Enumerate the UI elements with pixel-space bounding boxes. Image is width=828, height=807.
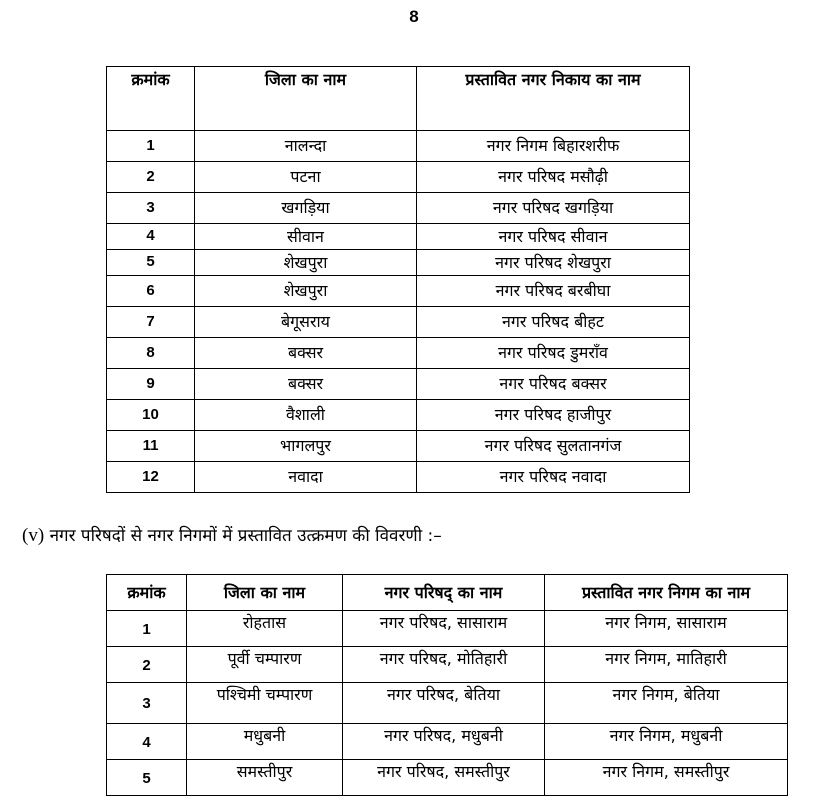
cell-serial: 1 bbox=[107, 611, 187, 647]
header-serial: क्रमांक bbox=[107, 67, 195, 131]
cell-proposed-body: नगर परिषद हाजीपुर bbox=[417, 400, 690, 431]
cell-serial: 2 bbox=[107, 162, 195, 193]
cell-proposed-body: नगर परिषद खगड़िया bbox=[417, 193, 690, 224]
table-row bbox=[107, 683, 788, 724]
cell-proposed-body: नगर परिषद शेखपुरा bbox=[417, 250, 690, 276]
cell-serial: 2 bbox=[107, 647, 187, 683]
cell-district: वैशाली bbox=[195, 400, 417, 431]
cell-district: शेखपुरा bbox=[195, 250, 417, 276]
cell-district: पटना bbox=[195, 162, 417, 193]
cell-district: मधुबनी bbox=[187, 724, 343, 760]
table-row bbox=[107, 224, 690, 250]
corporation-upgrade-table bbox=[106, 574, 788, 796]
cell-district: खगड़िया bbox=[195, 193, 417, 224]
cell-district: भागलपुर bbox=[195, 431, 417, 462]
cell-proposed-body: नगर परिषद डुमराँव bbox=[417, 338, 690, 369]
cell-council-name: नगर परिषद, समस्तीपुर bbox=[343, 760, 545, 796]
cell-serial: 1 bbox=[107, 131, 195, 162]
cell-proposed-body: नगर परिषद मसौढ़ी bbox=[417, 162, 690, 193]
table-row bbox=[107, 131, 690, 162]
header-district: जिला का नाम bbox=[187, 575, 343, 611]
cell-district: पूर्वी चम्पारण bbox=[187, 647, 343, 683]
cell-serial: 3 bbox=[107, 683, 187, 724]
cell-proposed-body: नगर निगम बिहारशरीफ bbox=[417, 131, 690, 162]
table-row bbox=[107, 400, 690, 431]
table-row bbox=[107, 369, 690, 400]
cell-proposed-corporation: नगर निगम, मधुबनी bbox=[545, 724, 788, 760]
cell-serial: 10 bbox=[107, 400, 195, 431]
table-row bbox=[107, 338, 690, 369]
header-proposed-body: प्रस्तावित नगर निकाय का नाम bbox=[417, 67, 690, 131]
table-row bbox=[107, 307, 690, 338]
cell-serial: 6 bbox=[107, 276, 195, 307]
header-district: जिला का नाम bbox=[195, 67, 417, 131]
cell-proposed-body: नगर परिषद सीवान bbox=[417, 224, 690, 250]
table-row bbox=[107, 462, 690, 493]
cell-district: सीवान bbox=[195, 224, 417, 250]
cell-district: शेखपुरा bbox=[195, 276, 417, 307]
cell-serial: 7 bbox=[107, 307, 195, 338]
header-council-name: नगर परिषद् का नाम bbox=[343, 575, 545, 611]
table-row bbox=[107, 431, 690, 462]
section-heading bbox=[22, 523, 442, 547]
cell-proposed-corporation: नगर निगम, बेतिया bbox=[545, 683, 788, 724]
table-row bbox=[107, 162, 690, 193]
cell-serial: 8 bbox=[107, 338, 195, 369]
cell-serial: 5 bbox=[107, 250, 195, 276]
page-number: 8 bbox=[409, 7, 419, 26]
header-serial: क्रमांक bbox=[107, 575, 187, 611]
cell-proposed-body: नगर परिषद सुलतानगंज bbox=[417, 431, 690, 462]
cell-serial: 12 bbox=[107, 462, 195, 493]
cell-council-name: नगर परिषद, बेतिया bbox=[343, 683, 545, 724]
cell-district: समस्तीपुर bbox=[187, 760, 343, 796]
cell-serial: 11 bbox=[107, 431, 195, 462]
section-marker: (v) bbox=[22, 525, 45, 546]
cell-district: बक्सर bbox=[195, 338, 417, 369]
cell-proposed-corporation: नगर निगम, समस्तीपुर bbox=[545, 760, 788, 796]
cell-proposed-body: नगर परिषद बरबीघा bbox=[417, 276, 690, 307]
cell-serial: 4 bbox=[107, 724, 187, 760]
cell-district: नालन्दा bbox=[195, 131, 417, 162]
cell-proposed-body: नगर परिषद बीहट bbox=[417, 307, 690, 338]
cell-district: बक्सर bbox=[195, 369, 417, 400]
cell-district: बेगूसराय bbox=[195, 307, 417, 338]
table-row bbox=[107, 193, 690, 224]
header-proposed-corporation: प्रस्तावित नगर निगम का नाम bbox=[545, 575, 788, 611]
cell-serial: 5 bbox=[107, 760, 187, 796]
cell-district: पश्चिमी चम्पारण bbox=[187, 683, 343, 724]
cell-serial: 9 bbox=[107, 369, 195, 400]
cell-serial: 4 bbox=[107, 224, 195, 250]
cell-proposed-corporation: नगर निगम, सासाराम bbox=[545, 611, 788, 647]
table-row bbox=[107, 760, 788, 796]
table-header-row bbox=[107, 575, 788, 611]
table-row bbox=[107, 276, 690, 307]
cell-council-name: नगर परिषद, मधुबनी bbox=[343, 724, 545, 760]
cell-proposed-body: नगर परिषद नवादा bbox=[417, 462, 690, 493]
cell-council-name: नगर परिषद, सासाराम bbox=[343, 611, 545, 647]
table-header-row bbox=[107, 67, 690, 131]
cell-proposed-corporation: नगर निगम, मातिहारी bbox=[545, 647, 788, 683]
cell-district: नवादा bbox=[195, 462, 417, 493]
cell-proposed-body: नगर परिषद बक्सर bbox=[417, 369, 690, 400]
cell-council-name: नगर परिषद, मोतिहारी bbox=[343, 647, 545, 683]
cell-district: रोहतास bbox=[187, 611, 343, 647]
table-row bbox=[107, 647, 788, 683]
table-row bbox=[107, 724, 788, 760]
section-title: नगर परिषदों से नगर निगमों में प्रस्तावित उत्क्रमण की विवरणी :– bbox=[49, 526, 442, 546]
municipal-bodies-table bbox=[106, 66, 690, 493]
table-row bbox=[107, 611, 788, 647]
table-row bbox=[107, 250, 690, 276]
cell-serial: 3 bbox=[107, 193, 195, 224]
